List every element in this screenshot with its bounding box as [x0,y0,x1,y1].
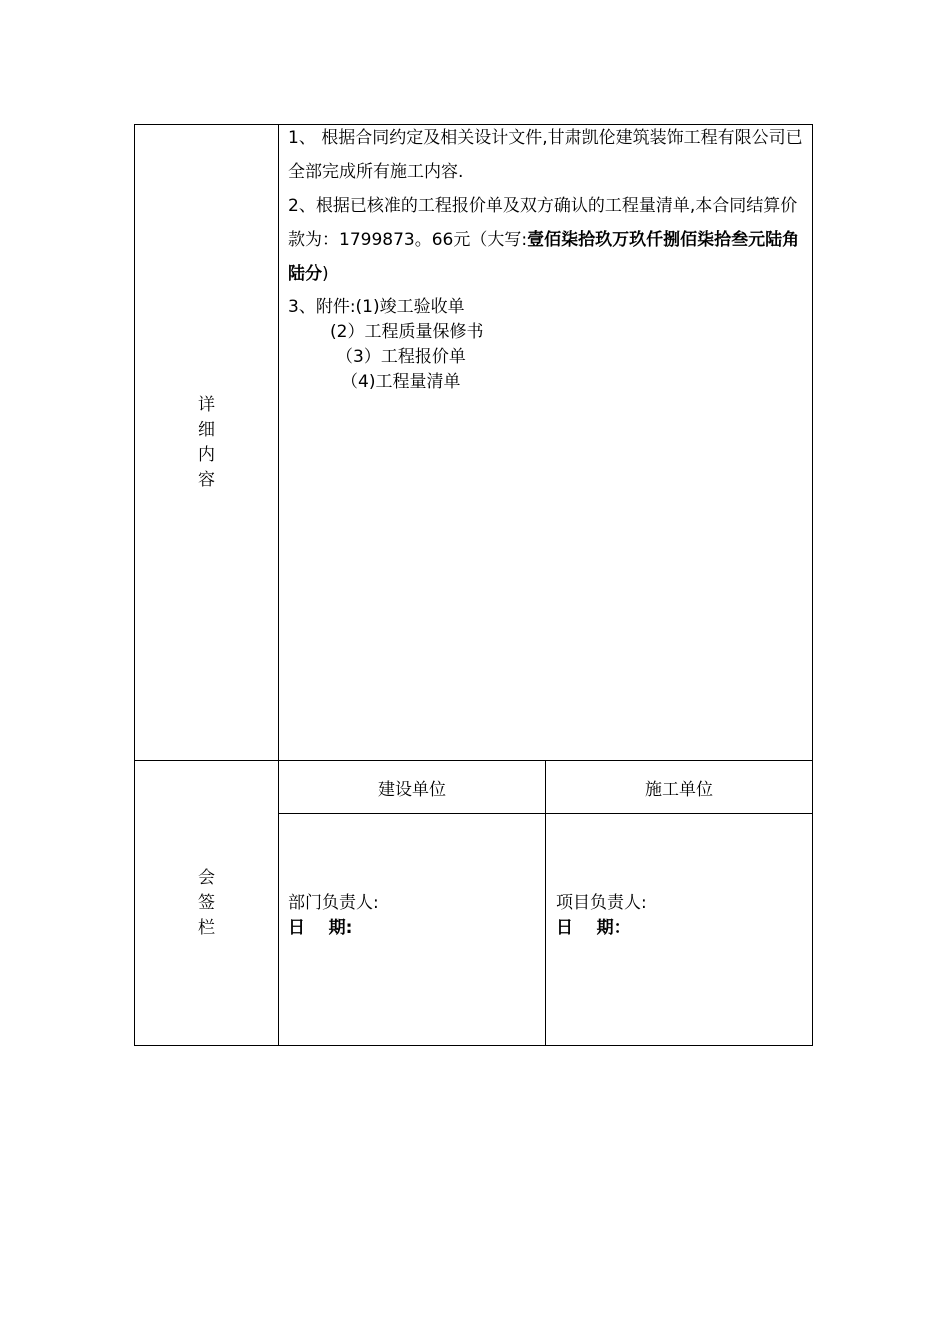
attachment-item: (2）工程质量保修书 [330,322,484,342]
attachment-item: （4)工程量清单 [341,372,461,392]
settlement-table [134,124,813,1046]
signoff-label-text: 会签栏 [198,868,215,938]
signoff-section-label [135,761,279,1046]
amount-in-words: 壹佰柒拾玖万玖仟捌佰柒拾叁元陆角陆分 [288,230,800,284]
details-item-2 [288,189,808,291]
attachments-list [288,295,808,395]
attachment-item: （3）工程报价单 [336,347,466,367]
details-content [288,125,808,395]
details-section-label [135,125,279,761]
details-item-2-close: ) [322,264,329,284]
attachments-heading: 3、附件:(1)竣工验收单 [288,297,465,317]
details-item-1: 1、 根据合同约定及相关设计文件,甘肃凯伦建筑装饰工程有限公司已全部完成所有施工内容. [288,128,803,182]
owner-sign-fields [288,891,379,941]
contractor-person-label: 项目负责人: [556,893,647,913]
contractor-signoff-column [546,761,812,1046]
details-item-2-text: 2、根据已核准的工程报价单及双方确认的工程量清单,本合同结算价款为：1799873。66元（大写: [288,196,798,250]
contractor-header: 施工单位 [546,761,812,814]
owner-date-label: 日 期: [288,918,353,938]
details-label-text: 详细内容 [198,395,215,490]
contractor-sign-fields [556,891,647,941]
owner-person-label: 部门负责人: [288,893,379,913]
owner-header: 建设单位 [279,761,545,814]
contractor-date-label: 日 期： [556,918,631,938]
owner-signoff-column [279,761,546,1046]
